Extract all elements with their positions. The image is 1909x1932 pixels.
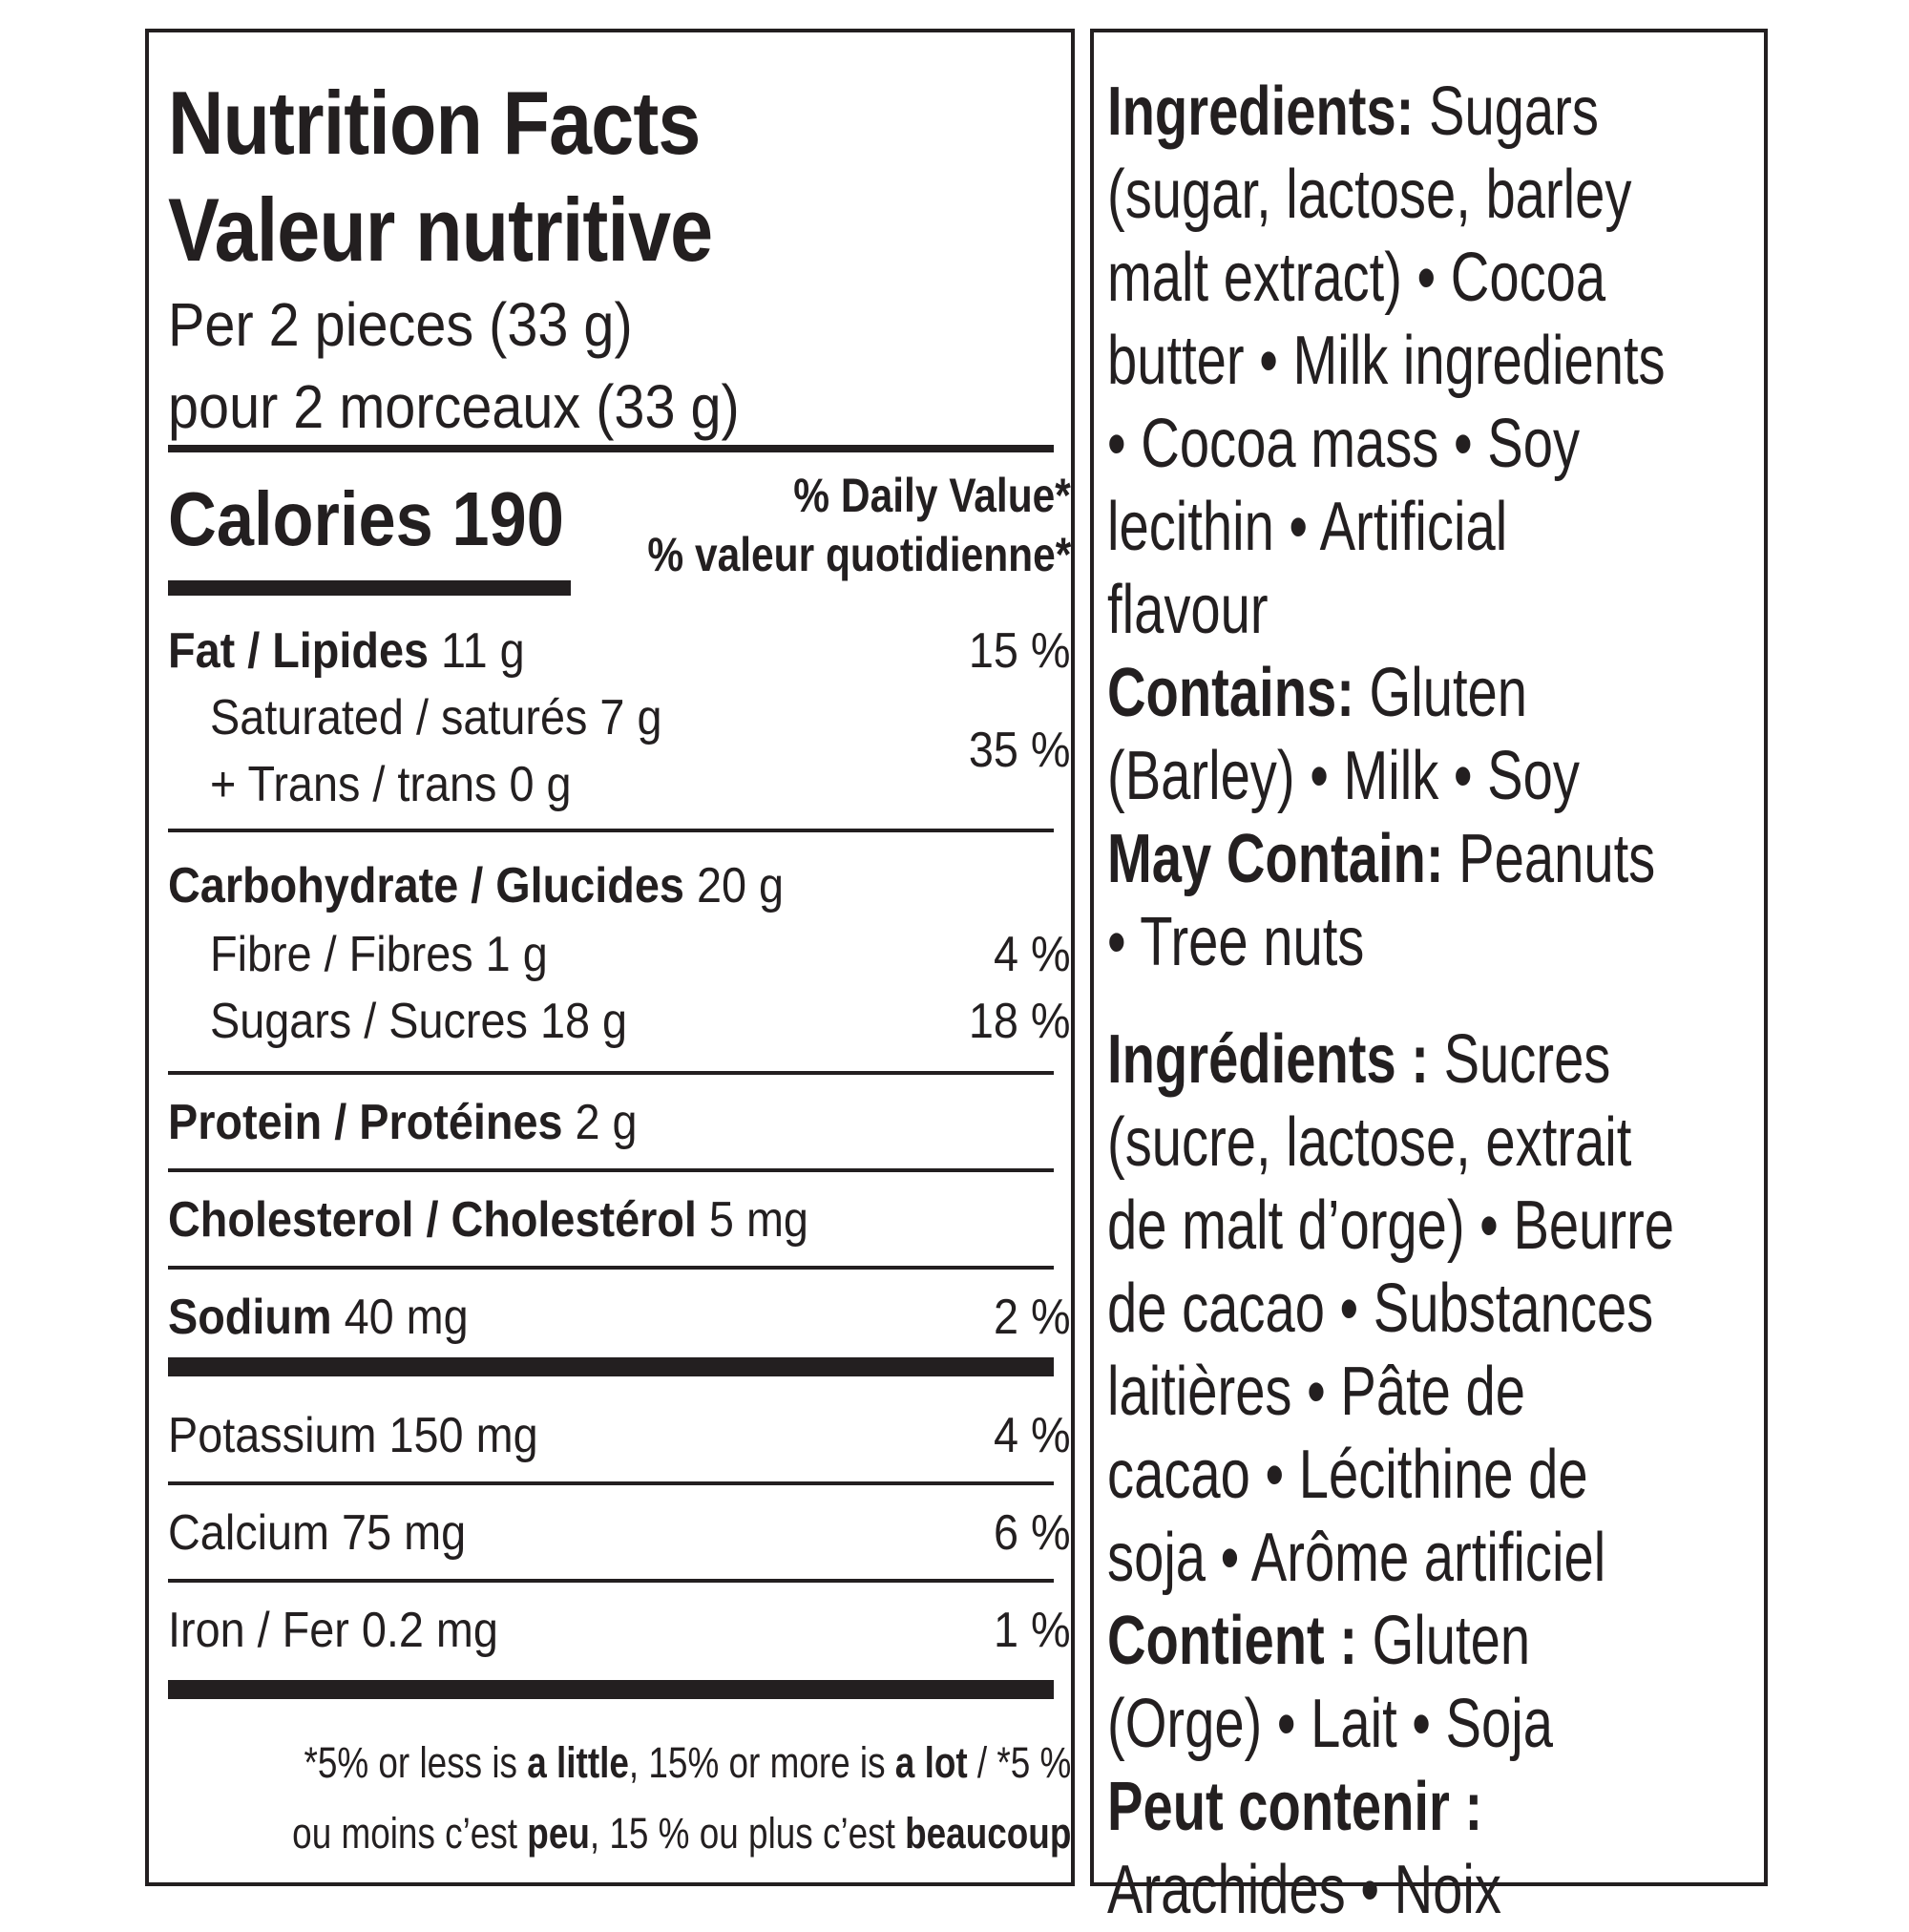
nutrition-title-fr: Valeur nutritive [168, 179, 713, 280]
calories-label: Calories [168, 476, 433, 561]
trans-row: + Trans / trans 0 g [210, 757, 572, 812]
divider [168, 1481, 1054, 1485]
ingredients-text [1107, 71, 1674, 1932]
potassium-row: Potassium 150 mg [168, 1408, 538, 1463]
potassium-dv: 4 % [994, 1408, 1071, 1463]
divider [168, 1579, 1054, 1583]
footnote-line-2: ou moins c’est peu, 15 % ou plus c’est beaucoup [291, 1809, 1071, 1858]
may-contain-en: May Contain: Peanuts • Tree nuts [1107, 821, 1656, 980]
sugars-row: Sugars / Sucres 18 g [210, 994, 628, 1049]
saturated-trans-dv: 35 % [969, 723, 1071, 778]
fat-dv: 15 % [969, 623, 1071, 679]
divider [168, 1357, 1054, 1376]
may-contain-fr: Peut contenir : Arachides • Noix [1107, 1769, 1501, 1928]
ingredients-panel [1090, 29, 1768, 1928]
fibre-row: Fibre / Fibres 1 g [210, 927, 548, 982]
saturated-row: Saturated / saturés 7 g [210, 690, 662, 746]
carbohydrate-row: Carbohydrate / Glucides 20 g [168, 858, 785, 914]
divider [168, 580, 571, 596]
protein-row: Protein / Protéines 2 g [168, 1095, 638, 1150]
fat-row: Fat / Lipides 11 g [168, 623, 525, 679]
serving-size-en: Per 2 pieces (33 g) [168, 290, 633, 359]
divider [168, 1071, 1054, 1075]
divider [168, 829, 1054, 832]
contains-fr: Contient : Gluten (Orge) • Lait • Soja [1107, 1603, 1553, 1762]
divider [168, 1680, 1054, 1699]
iron-row: Iron / Fer 0.2 mg [168, 1603, 498, 1658]
sugars-dv: 18 % [969, 994, 1071, 1049]
cholesterol-row: Cholesterol / Cholestérol 5 mg [168, 1192, 808, 1248]
daily-value-heading-en: % Daily Value* [793, 469, 1071, 522]
divider [168, 1168, 1054, 1172]
fibre-dv: 4 % [994, 927, 1071, 982]
divider [168, 1266, 1054, 1270]
sodium-dv: 2 % [994, 1290, 1071, 1345]
calcium-dv: 6 % [994, 1505, 1071, 1561]
ingredients-fr: Ingrédients : Sucres (sucre, lactose, extrait de malt d’orge) • Beurre de cacao • Substances laitières • Pâte de cacao • Lécithine de soja • Arôme artificiel [1107, 1021, 1675, 1596]
iron-dv: 1 % [994, 1603, 1071, 1658]
calories-value: 190 [451, 476, 564, 561]
nutrition-title-en: Nutrition Facts [168, 73, 701, 173]
calcium-row: Calcium 75 mg [168, 1505, 467, 1561]
nutrition-facts-panel [145, 29, 1075, 1886]
serving-size-fr: pour 2 morceaux (33 g) [168, 372, 740, 441]
ingredients-en: Ingredients: Sugars (sugar, lactose, barley malt extract) • Cocoa butter • Milk ingredients • Cocoa mass • Soy lecithin • Artificial flavour [1107, 74, 1666, 648]
contains-en: Contains: Gluten (Barley) • Milk • Soy [1107, 655, 1580, 814]
calories-row [168, 476, 564, 561]
divider [168, 445, 1054, 452]
sodium-row: Sodium 40 mg [168, 1290, 469, 1345]
footnote-line-1: *5% or less is a little, 15% or more is a lot / *5 % [304, 1738, 1071, 1787]
daily-value-heading-fr: % valeur quotidienne* [647, 528, 1071, 581]
